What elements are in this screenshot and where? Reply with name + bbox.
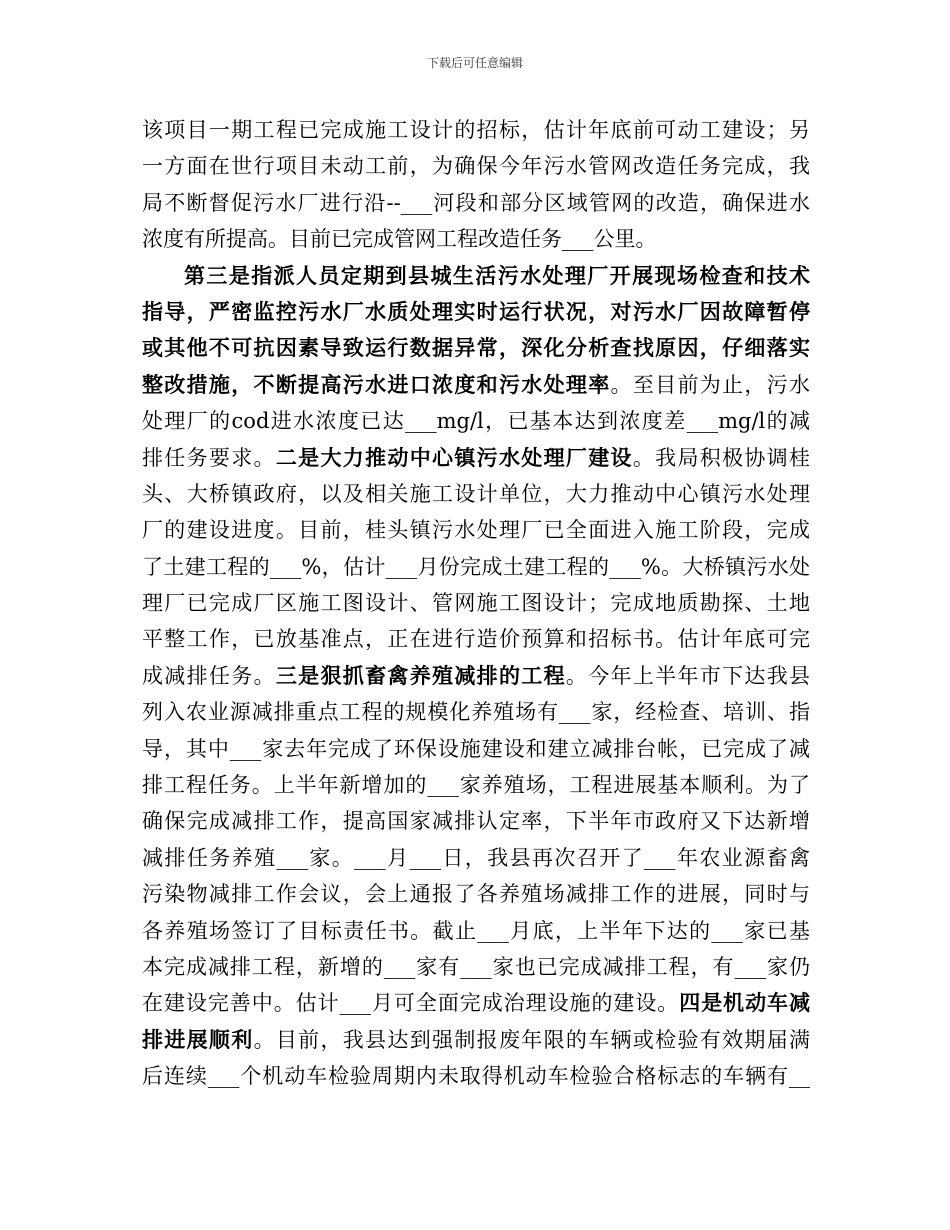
text-line [142,949,810,985]
text-line [142,803,810,839]
text-segment: 。今年上半年市下达我县 [565,663,811,688]
text-line [142,840,810,876]
bold-text-segment: 或其他不可抗因素导致运行数据异常，深化分析查找原因，仔细落实 [142,335,810,361]
text-segment: 减排任务养殖___家。___月___日，我县再次召开了___年农业源畜禽 [142,845,810,870]
text-segment: 处理厂的cod进水浓度已达___mg/l，已基本达到浓度差___mg/l的减 [142,409,810,434]
text-line [142,185,810,221]
bold-text-segment: 第三是指派人员定期到县城生活污水处理厂开展现场检查和技术 [184,262,810,288]
text-line [142,258,810,294]
text-segment: 导，其中___家去年完成了环保设施建设和建立减排台帐，已完成了减 [142,736,810,761]
text-line [142,913,810,949]
text-line [142,731,810,767]
text-segment: 厂的建设进度。目前，桂头镇污水处理厂已全面进入施工阶段，完成 [142,518,810,543]
text-line [142,985,810,1021]
text-segment: 在建设完善中。估计___月可全面完成治理设施的建设。 [142,991,680,1016]
bold-text-segment: 三是狠抓畜禽养殖减排的工程 [275,662,566,688]
text-segment: 确保完成减排工作，提高国家减排认定率，下半年市政府又下达新增 [142,809,810,834]
text-line [142,658,810,694]
text-line [142,694,810,730]
page-header: 下载后可任意编辑 [426,56,523,70]
text-line [142,549,810,585]
text-line [142,1058,810,1094]
text-segment: 排任务要求。 [142,445,276,470]
text-segment: 各养殖场签订了目标责任书。截止___月底，上半年下达的___家已基 [142,918,810,943]
text-segment: 一方面在世行项目未动工前，为确保今年污水管网改造任务完成，我 [142,154,810,179]
document-body [142,112,810,1095]
text-line [142,876,810,912]
bold-text-segment: 二是大力推动中心镇污水处理厂建设 [275,444,633,470]
bold-text-segment: 整改措施，不断提高污水进口浓度和污水处理率 [142,371,611,397]
text-segment: 排工程任务。上半年新增加的___家养殖场，工程进展基本顺利。为了 [142,773,810,798]
text-line [142,112,810,148]
text-line [142,367,810,403]
text-line [142,330,810,366]
text-segment: 后连续___个机动车检验周期内未取得机动车检验合格标志的车辆有__ [142,1064,810,1089]
text-segment: 。我局积极协调桂 [632,445,811,470]
text-line [142,767,810,803]
text-line [142,403,810,439]
text-segment: 本完成减排工程，新增的___家有___家也已完成减排工程，有___家仍 [142,954,810,979]
text-line [142,512,810,548]
bold-text-segment: 指导，严密监控污水厂水质处理实时运行状况，对污水厂因故障暂停 [142,298,810,324]
text-line [142,294,810,330]
text-segment: 了土建工程的___%，估计___月份完成土建工程的___%。大桥镇污水处 [142,554,810,579]
text-line [142,621,810,657]
text-segment: 局不断督促污水厂进行沿--___河段和部分区域管网的改造，确保进水 [142,190,810,215]
text-segment: 成减排任务。 [142,663,276,688]
text-segment: 浓度有所提高。目前已完成管网工程改造任务___公里。 [142,227,657,252]
text-line [142,476,810,512]
bold-text-segment: 排进展顺利 [142,1026,254,1052]
text-segment: 头、大桥镇政府，以及相关施工设计单位，大力推动中心镇污水处理 [142,481,810,506]
text-segment: 理厂已完成厂区施工图设计、管网施工图设计；完成地质勘探、土地 [142,591,810,616]
text-segment: 污染物减排工作会议，会上通报了各养殖场减排工作的进展，同时与 [142,882,810,907]
text-segment: 平整工作，已放基准点，正在进行造价预算和招标书。估计年底可完 [142,627,810,652]
text-line [142,585,810,621]
text-segment: 该项目一期工程已完成施工设计的招标，估计年底前可动工建设；另 [142,118,810,142]
text-segment: 列入农业源减排重点工程的规模化养殖场有___家，经检查、培训、指 [142,700,810,725]
text-segment: 。目前，我县达到强制报废年限的车辆或检验有效期届满 [253,1027,811,1052]
text-line [142,221,810,257]
text-segment: 。至目前为止，污水 [610,372,810,397]
bold-text-segment: 四是机动车减 [679,990,811,1016]
text-line [142,1022,810,1058]
text-line [142,148,810,184]
text-line [142,440,810,476]
